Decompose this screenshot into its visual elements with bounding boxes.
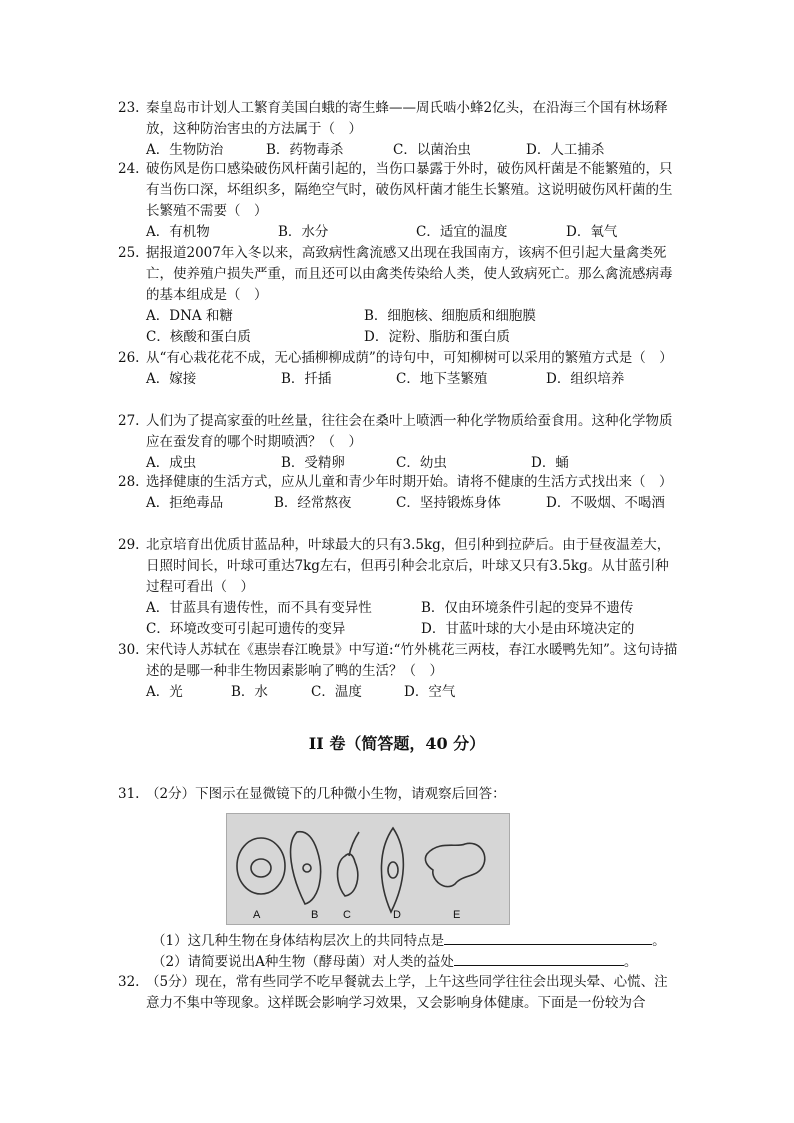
question-number: 32. bbox=[118, 974, 140, 990]
question-32 bbox=[118, 972, 678, 1014]
question-stem: 人们为了提高家蚕的吐丝量，往往会在桑叶上喷洒一种化学物质给蚕食用。这种化学物质应在蚕发育的哪个时期喷洒？（ ） bbox=[146, 413, 673, 450]
sub-question-2 bbox=[152, 951, 637, 973]
question-stem: 从“有心栽花花不成，无心插柳柳成荫”的诗句中，可知柳树可以采用的繁殖方式是（ ） bbox=[146, 350, 673, 366]
options-row bbox=[146, 493, 678, 514]
option-a: A．成虫 bbox=[146, 455, 197, 471]
option-d: D．淀粉、脂肪和蛋白质 bbox=[364, 329, 510, 345]
option-c: C．坚持锻炼身体 bbox=[396, 495, 501, 511]
question-number: 24. bbox=[118, 161, 140, 177]
option-b: B．水 bbox=[231, 684, 268, 700]
question-stem: 选择健康的生活方式，应从儿童和青少年时期开始。请将不健康的生活方式找出来（ ） bbox=[146, 474, 673, 490]
option-a: A．生物防治 bbox=[146, 142, 224, 158]
options-row bbox=[146, 598, 678, 619]
figure-label-b: B bbox=[311, 909, 319, 921]
figure-label-d: D bbox=[393, 909, 401, 921]
option-d: D．组织培养 bbox=[546, 371, 625, 387]
sub-question-1-text: （1）这几种生物在身体结构层次上的共同特点是 bbox=[152, 933, 445, 949]
option-a: A．DNA 和糖 bbox=[146, 308, 233, 324]
option-d: D．不吸烟、不喝酒 bbox=[546, 495, 665, 511]
option-d: D．空气 bbox=[404, 684, 456, 700]
section-title: II 卷（简答题，40 分） bbox=[308, 734, 486, 753]
question-stem: 秦皇岛市计划人工繁育美国白蛾的寄生蜂——周氏啮小蜂2亿头，在沿海三个国有林场释放，这种防治害虫的方法属于（ ） bbox=[146, 100, 668, 137]
option-b: B．受精卵 bbox=[281, 455, 345, 471]
question-number: 27. bbox=[118, 413, 140, 429]
option-d: D．甘蓝叶球的大小是由环境决定的 bbox=[421, 621, 635, 637]
answer-blank-2[interactable] bbox=[454, 951, 624, 966]
question-27 bbox=[118, 411, 678, 474]
option-a: A．光 bbox=[146, 684, 183, 700]
option-d: D．氧气 bbox=[566, 224, 618, 240]
options-row bbox=[146, 222, 678, 243]
question-stem: 破伤风是伤口感染破伤风杆菌引起的，当伤口暴露于外时，破伤风杆菌是不能繁殖的，只有当伤口深，坏组织多，隔绝空气时，破伤风杆菌才能生长繁殖。这说明破伤风杆菌的生长繁殖不需要（ ） bbox=[146, 161, 673, 219]
option-c: C．核酸和蛋白质 bbox=[146, 329, 251, 345]
question-26 bbox=[118, 348, 678, 390]
question-number: 23. bbox=[118, 100, 140, 116]
question-number: 30. bbox=[118, 642, 140, 658]
sub-question-2-end: 。 bbox=[623, 954, 638, 970]
sub-question-1-end: 。 bbox=[652, 933, 666, 949]
sub-question-2-text: （2）请简要说出A种生物（酵母菌）对人类的益处 bbox=[152, 954, 454, 970]
microorganism-drawing bbox=[227, 814, 509, 924]
question-number: 29. bbox=[118, 537, 140, 553]
option-d: D．人工捕杀 bbox=[526, 142, 605, 158]
option-a: A．甘蓝具有遗传性，而不具有变异性 bbox=[146, 600, 372, 616]
option-c: C．温度 bbox=[311, 684, 362, 700]
options-row bbox=[146, 682, 678, 703]
option-c: C．适宜的温度 bbox=[416, 224, 508, 240]
option-b: B．仅由环境条件引起的变异不遗传 bbox=[421, 600, 634, 616]
option-b: B．水分 bbox=[278, 224, 329, 240]
answer-blank-1[interactable] bbox=[444, 930, 652, 945]
options-row bbox=[146, 453, 678, 474]
figure-label-e: E bbox=[453, 909, 461, 921]
question-number: 28. bbox=[118, 474, 140, 490]
question-stem: 北京培育出优质甘蓝品种，叶球最大的只有3.5kg，但引种到拉萨后。由于昼夜温差大，日照时间长，叶球可重达7kg左右，但再引种会北京后，叶球又只有3.5kg。从甘蓝引种过程可看出（ ） bbox=[146, 537, 671, 595]
options-row bbox=[146, 306, 678, 327]
option-a: A．拒绝毒品 bbox=[146, 495, 224, 511]
question-30 bbox=[118, 640, 678, 703]
question-number: 26. bbox=[118, 350, 140, 366]
question-28 bbox=[118, 472, 678, 514]
question-number: 31. bbox=[118, 786, 140, 802]
sub-question-1 bbox=[152, 930, 666, 952]
question-31 bbox=[118, 784, 678, 805]
question-29 bbox=[118, 535, 678, 640]
option-c: C．幼虫 bbox=[396, 455, 447, 471]
options-row bbox=[146, 619, 678, 640]
option-c: C．地下茎繁殖 bbox=[396, 371, 488, 387]
options-row bbox=[146, 369, 678, 390]
figure-label-a: A bbox=[253, 909, 261, 921]
option-a: A．嫁接 bbox=[146, 371, 197, 387]
option-b: B．细胞核、细胞质和细胞膜 bbox=[364, 308, 536, 324]
option-b: B．扦插 bbox=[281, 371, 332, 387]
options-row bbox=[146, 140, 678, 161]
option-b: B．药物毒杀 bbox=[266, 142, 344, 158]
question-stem: 宋代诗人苏轼在《惠崇春江晚景》中写道:“竹外桃花三两枝，春江水暖鸭先知”。这句诗描述的是哪一种非生物因素影响了鸭的生活？（ ） bbox=[146, 642, 678, 679]
question-stem: （5分）现在，常有些同学不吃早餐就去上学，上午这些同学往往会出现头晕、心慌、注意力不集中等现象。这样既会影响学习效果，又会影响身体健康。下面是一份较为合 bbox=[146, 974, 668, 1011]
options-row bbox=[146, 327, 678, 348]
question-stem: （2分）下图示在显微镜下的几种微小生物，请观察后回答： bbox=[146, 786, 506, 802]
question-stem: 据报道2007年入冬以来，高致病性禽流感又出现在我国南方，该病不但引起大量禽类死亡，使养殖户损失严重，而且还可以由禽类传染给人类，使人致病死亡。那么禽流感病毒的基本组成是（ ） bbox=[146, 245, 673, 303]
question-25 bbox=[118, 243, 678, 348]
option-c: C．以菌治虫 bbox=[393, 142, 471, 158]
question-number: 25. bbox=[118, 245, 140, 261]
question-24 bbox=[118, 159, 678, 243]
figure-label-c: C bbox=[343, 909, 351, 921]
question-23 bbox=[118, 98, 678, 161]
option-d: D．蛹 bbox=[531, 455, 569, 471]
option-a: A．有机物 bbox=[146, 224, 210, 240]
microorganism-figure bbox=[226, 813, 510, 925]
option-b: B．经常熬夜 bbox=[274, 495, 352, 511]
option-c: C．环境改变可引起可遗传的变异 bbox=[146, 621, 346, 637]
